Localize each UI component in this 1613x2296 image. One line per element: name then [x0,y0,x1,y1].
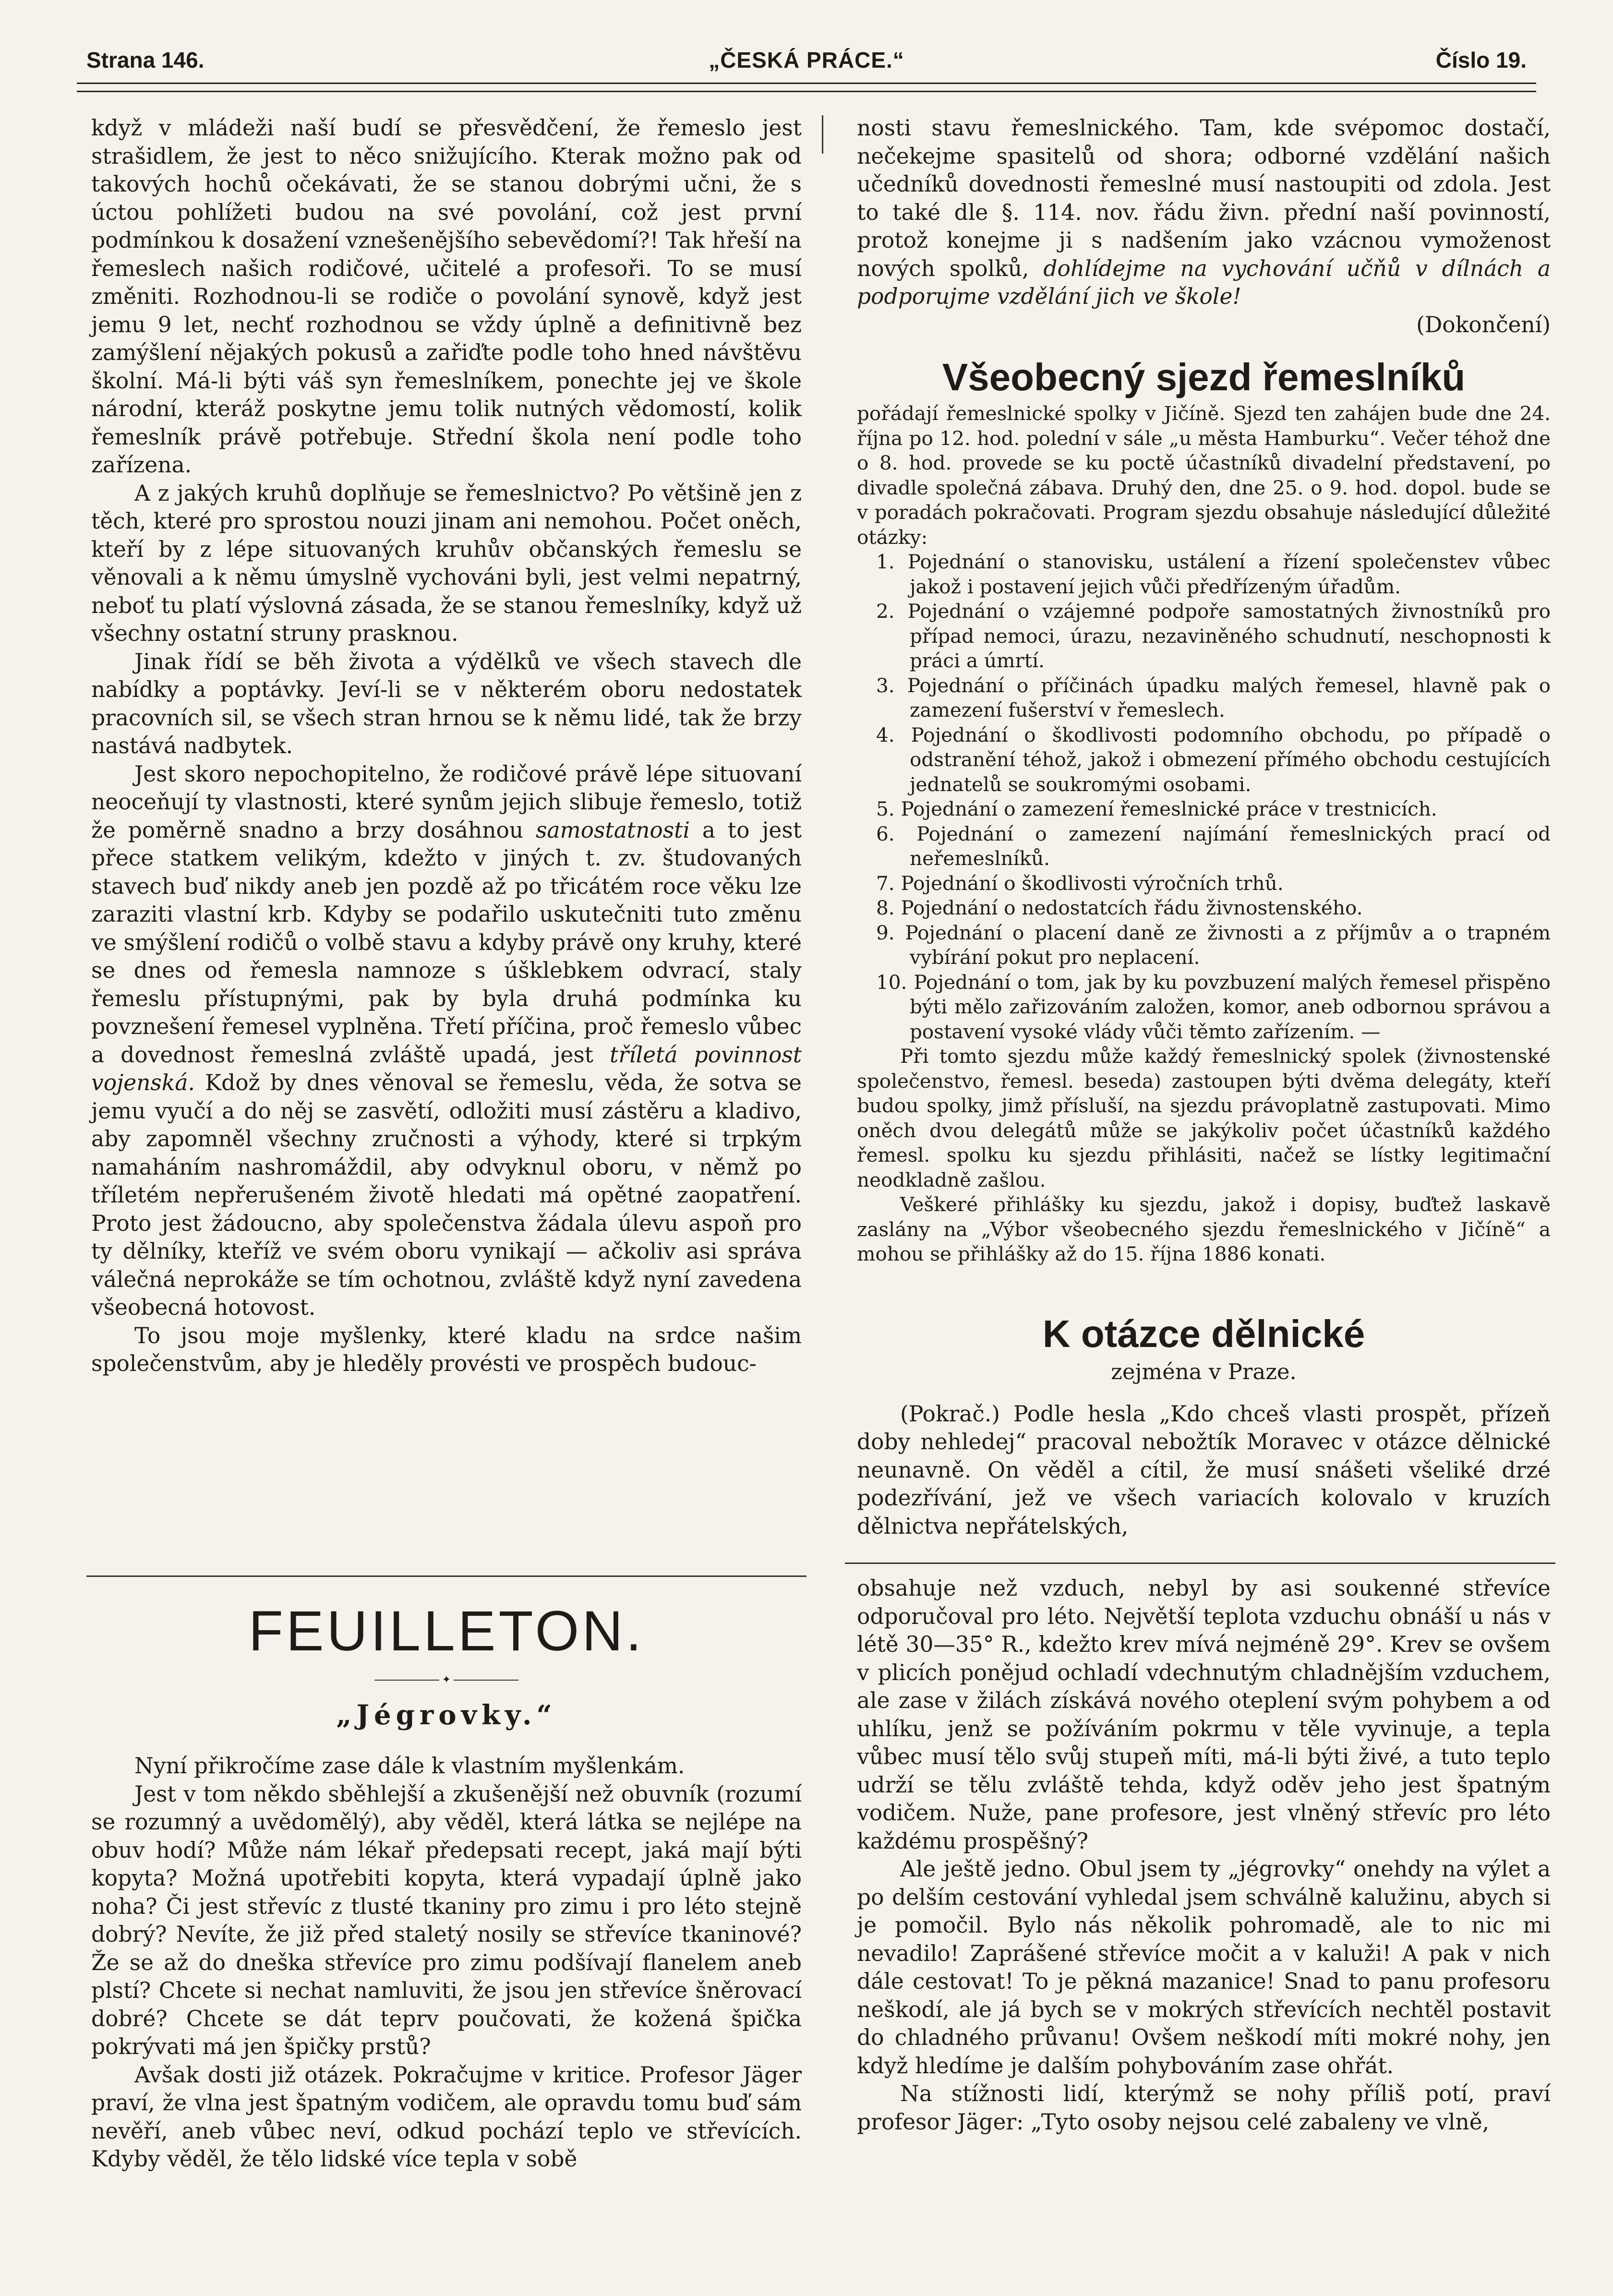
feuilleton-column-left [91,1752,802,2174]
emphasis-text: samostatnosti [536,817,690,843]
column-divider [822,115,823,154]
list-item: 8. Pojednání o nedostatcích řádu živnostenského. [876,896,1363,919]
list-item: 10. Pojednání o tom, jak by ku povzbuzení malých řemesel přispěno býti mělo zařizováním založen, komor, aneb odbornou správou a postavení vysoké vlády vůči těmto zařízením. — [876,970,1551,1043]
continuation-note: (Dokončení) [1416,312,1551,337]
paragraph [857,114,1551,311]
header-double-rule [77,83,1536,92]
section-title: Všeobecný sjezd řemeslníků [942,356,1466,398]
paragraph: když v mládeži naší budí se přesvědčení, že řemeslo jest strašidlem, že jest to něco snižujícího. Kterak možno pak od takových hochů očekávati, že se stanou dobrými učni, že s úctou pohlížeti budou na své povolání, což jest první podmínkou k dosažení vznešenějšího sebevědomí?! Tak hřeší na řemeslech našich rodičové, učitelé a profesoři. To se musí změniti. Rozhodnou-li se rodiče o povolání synově, když jest jemu 9 let, nechť rozhodnou se vždy úplně a definitivně bez zamýšlení nějakých pokusů a zařiďte podle toho hned návštěvu školní. Má-li býti váš syn řemeslníkem, ponechte jej ve škole národní, kteráž poskytne jemu tolik nutných vědomostí, kolik řemeslník právě potřebuje. Střední škola není podle toho zařízena. [91,115,802,478]
paragraph: A z jakých kruhů doplňuje se řemeslnictvo? Po většině jen z těch, které pro sprostou nouzi jinam ani nemohou. Počet oněch, kteří by z lépe situovaných kruhův občanských řemeslu se věnovali a k němu úmyslně vychováni byli, jest velmi nepatrný, neboť tu platí výslovná zásada, že se stanou řemeslníky, když už všechny ostatní struny prasknou. [91,480,802,646]
text-run: Kdož by dnes věnoval se řemeslu, věda, že sotva se jemu vyučí a do něj se zasvětí, odložiti musí zástěru a kladivo, aby zapomněl všechny zručnosti a výhody, které si trpkým namaháním nashromáždil, aby odvyknul oboru, v němž po tříletém nepřerušeném životě hledati má opětné zaopatření. Proto jest žádoucno, aby společenstva žádala úlevu aspoň pro ty dělníky, kteříž ve svém oboru vynikají — ačkoliv asi správa válečná neprokáže se tím ochotnou, zvláště když nyní zavedena všeobecná hotovost. [91,1070,802,1320]
paragraph: Veškeré přihlášky ku sjezdu, jakož i dopisy, buďtež laskavě zaslány na „Výbor všeobecného sjezdu řemeslnického v Jičíně“ a mohou se přihlášky až do 15. října 1886 konati. [857,1193,1551,1265]
paragraph: Ale ještě jedno. Obul jsem ty „jégrovky“ onehdy na výlet a po delším cestování vyhledal jsem schválně kalužinu, abych si je pomočil. Bylo nás několik pohromadě, ale to nic mi nevadilo! Zaprášené střevíce močit a v kaluži! A pak v nich dále cestovat! To je pěkná mazanice! Snad to panu profesoru neškodí, ale já bych se v mokrých střevících nechtěl postavit do chladného průvanu! Ovšem neškodí míti mokré nohy, jen když hledíme je dalším pohybováním zase ohřát. [857,1856,1551,2079]
list-item: 3. Pojednání o příčinách úpadku malých řemesel, hlavně pak o zamezení fušerství v řemeslech. [876,673,1551,721]
list-item: 4. Pojednání o škodlivosti podomního obchodu, po případě o odstranění téhož, jakož i obmezení přímého obchodu cestujících jednatelů se soukromými osobami. [876,723,1551,796]
feuilleton-subtitle: „Jégrovky.“ [336,1699,557,1731]
list-item: 6. Pojednání o zamezení najímání řemeslnických prací od neřemeslníků. [876,822,1551,870]
feuilleton-rule-right [845,1563,1555,1564]
text-run: nosti stavu řemeslnického. Tam, kde svépomoc dostačí, nečekejme spasitelů od shora; odborné vzdělání našich učedníků dovednosti řemeslné musí nastoupiti od zdola. Jest to také dle §. 114. nov. řádu živn. přední naší povinností, protož konejme ji s nadšením jako vzácnou vymoženost nových spolků, [857,115,1551,281]
paragraph: Nyní přikročíme zase dále k vlastním myšlenkám. [134,1753,685,1779]
paragraph: Jinak řídí se běh života a výdělků ve všech stavech dle nabídky a poptávky. Jeví-li se v některém oboru nedostatek pracovních sil, se všech stran hrnou se k němu lidé, tak že brzy nastává nadbytek. [91,649,802,758]
list-item: 2. Pojednání o vzájemné podpoře samostatných živnostníků pro případ nemoci, úrazu, nezaviněného schudnutí, neschopnosti k práci a úmrtí. [876,600,1551,672]
text-run: Jest skoro nepochopitelno, že rodičové právě lépe situovaní neoceňují ty vlastnosti, které synům jejich slibuje řemeslo, totiž že poměrně snadno a brzy dosáhnou [91,761,802,843]
list-item: 7. Pojednání o škodlivosti výročních trhů. [876,871,1284,895]
feuilleton-title: FEUILLETON. [248,1599,645,1663]
list-item: 9. Pojednání o placení daně ze živnosti a z příjmův a o trapném vybírání pokut pro neplacení. [876,921,1551,969]
emphasis-text: tříletá povinnost vojenská. [91,1042,802,1095]
paragraph: Avšak dosti již otázek. Pokračujme v kritice. Profesor Jäger praví, že vlna jest špatným vodičem, ale opravdu tomu buď sám nevěří, aneb vůbec neví, odkud pochází teplo ve střevících. Kdyby věděl, že tělo lidské více tepla v sobě [91,2062,802,2172]
feuilleton-rule-left [86,1575,806,1577]
paragraph: To jsou moje myšlenky, které kladu na srdce našim společenstvům, aby je hleděly provésti ve prospěch budouc- [91,1322,802,1376]
section-subtitle: zejména v Praze. [1111,1358,1297,1384]
paragraph: obsahuje než vzduch, nebyl by asi soukenné střevíce odporučoval pro léto. Největší teplota vzduchu obnáší u nás v létě 30—35° R., kdežto krev mívá nejméně 29°. Krev se ovšem v plicích ponějud ochladí vdechnutým chladnějším vzduchem, ale zase v žilách získává nového oteplení svým pohybem a od uhlíku, jenž se požíváním pokrmu v těle vyvinuje, a tepla vůbec musí tělo svůj stupeň míti, má-li býti živé, a tuto teplo udrží se tělu zvláště tehda, když oděv jeho jest špatným vodičem. Nuže, pane profesore, jest vlněný střevíc pro léto každému prospěšný? [857,1575,1551,1854]
feuilleton-column-right [857,1575,1551,2136]
congress-article [857,401,1551,1267]
text-run: a to jest přece statkem velikým, kdežto v jiných t. zv. študovaných stavech buď nikdy aneb jen pozdě až po třicátém roce věku lze zaraziti vlastní krb. Kdyby se podařilo uskutečniti tuto změnu ve smýšlení rodičů o volbě stavu a kdyby právě ony kruhy, které se dnes od řemesla namnoze s úšklebkem odvrací, staly řemeslu přístupnými, pak by byla druhá podmínka ku povznešení řemesel vyplněna. Třetí příčina, proč řemeslo vůbec a dovednost řemeslná zvláště upadá, jest [91,817,802,1068]
section-title: K otázce dělnické [1042,1312,1365,1355]
newspaper-title: „ČESKÁ PRÁCE.“ [709,48,904,72]
agenda-list [857,550,1551,1044]
paragraph: Jest v tom někdo sběhlejší a zkušenější než obuvník (rozumí se rozumný a uvědomělý), aby věděl, která látka se nejlépe na obuv hodí? Může nám lékař předepsati recept, jaká mají býti kopyta? Možná upotřebiti kopyta, která vypadají úplně jako noha? Či jest střevíc z tlusté tkaniny pro zimu i pro léto stejně dobrý? Nevíte, že již před staletý nosily se střevíce tkaninové? Že se až do dneška střevíce pro zimu podšívají flanelem aneb plstí? Chcete si nechat namluviti, že jsou jen střevíce šněrovací dobré? Chcete se dát teprv poučovati, že kožená špička pokrývati má jen špičky prstů? [91,1781,802,2059]
issue-number: Číslo 19. [1435,48,1527,72]
article-column-left [91,114,802,1378]
page-header [77,43,1536,82]
paragraph: Při tomto sjezdu může každý řemeslnický spolek (živnostenské společenstvo, řemesl. beseda) zastoupen býti dvěma delegáty, kteří budou spolky, jimž přísluší, na sjezdu právoplatně zastupovati. Mimo oněch dvou delegátů může se jakýkoliv počet účastníků každého řemesl. spolku ku sjezdu přihlásiti, načež se lístky legitimační neodkladně zašlou. [857,1045,1551,1191]
ornament-divider [374,1675,518,1685]
paragraph [91,760,802,1322]
ornament-icon: ✦ [439,1675,454,1685]
article-column-right [857,114,1551,1540]
emphasis-text: dohlídejme na vychování učňů v dílnách a podporujme vzdělání jich ve škole! [857,255,1551,309]
paragraph: pořádají řemeslnické spolky v Jičíně. Sjezd ten zahájen bude dne 24. října po 12. hod. polední v sále „u města Hamburku“. Večer téhož dne o 8. hod. provede se ku poctě účastníků divadelní představení, po divadle společná zábava. Druhý den, dne 25. o 9. hod. dopol. bude se v poradách pokračovati. Program sjezdu obsahuje následující důležité otázky: [857,402,1551,549]
paragraph: (Pokrač.) Podle hesla „Kdo chceš vlasti prospět, přízeň doby nehledej“ pracoval nebožtík Moravec v otázce dělnické neunavně. On věděl a cítil, že musí snášeti všeliké drzé podezřívání, jež ve všech variacích kolovalo v kruzích dělnictva nepřátelských, [857,1401,1551,1539]
list-item: 1. Pojednání o stanovisku, ustálení a řízení společenstev vůbec jakož i postavení jejich vůči předřízeným úřadům. [876,550,1551,598]
list-item: 5. Pojednání o zamezení řemeslnické práce v trestnicích. [876,797,1437,820]
paragraph: Na stížnosti lidí, kterýmž se nohy příliš potí, praví profesor Jäger: „Tyto osoby nejsou celé zabaleny ve vlně, [857,2081,1551,2135]
page-number: Strana 146. [86,48,205,72]
